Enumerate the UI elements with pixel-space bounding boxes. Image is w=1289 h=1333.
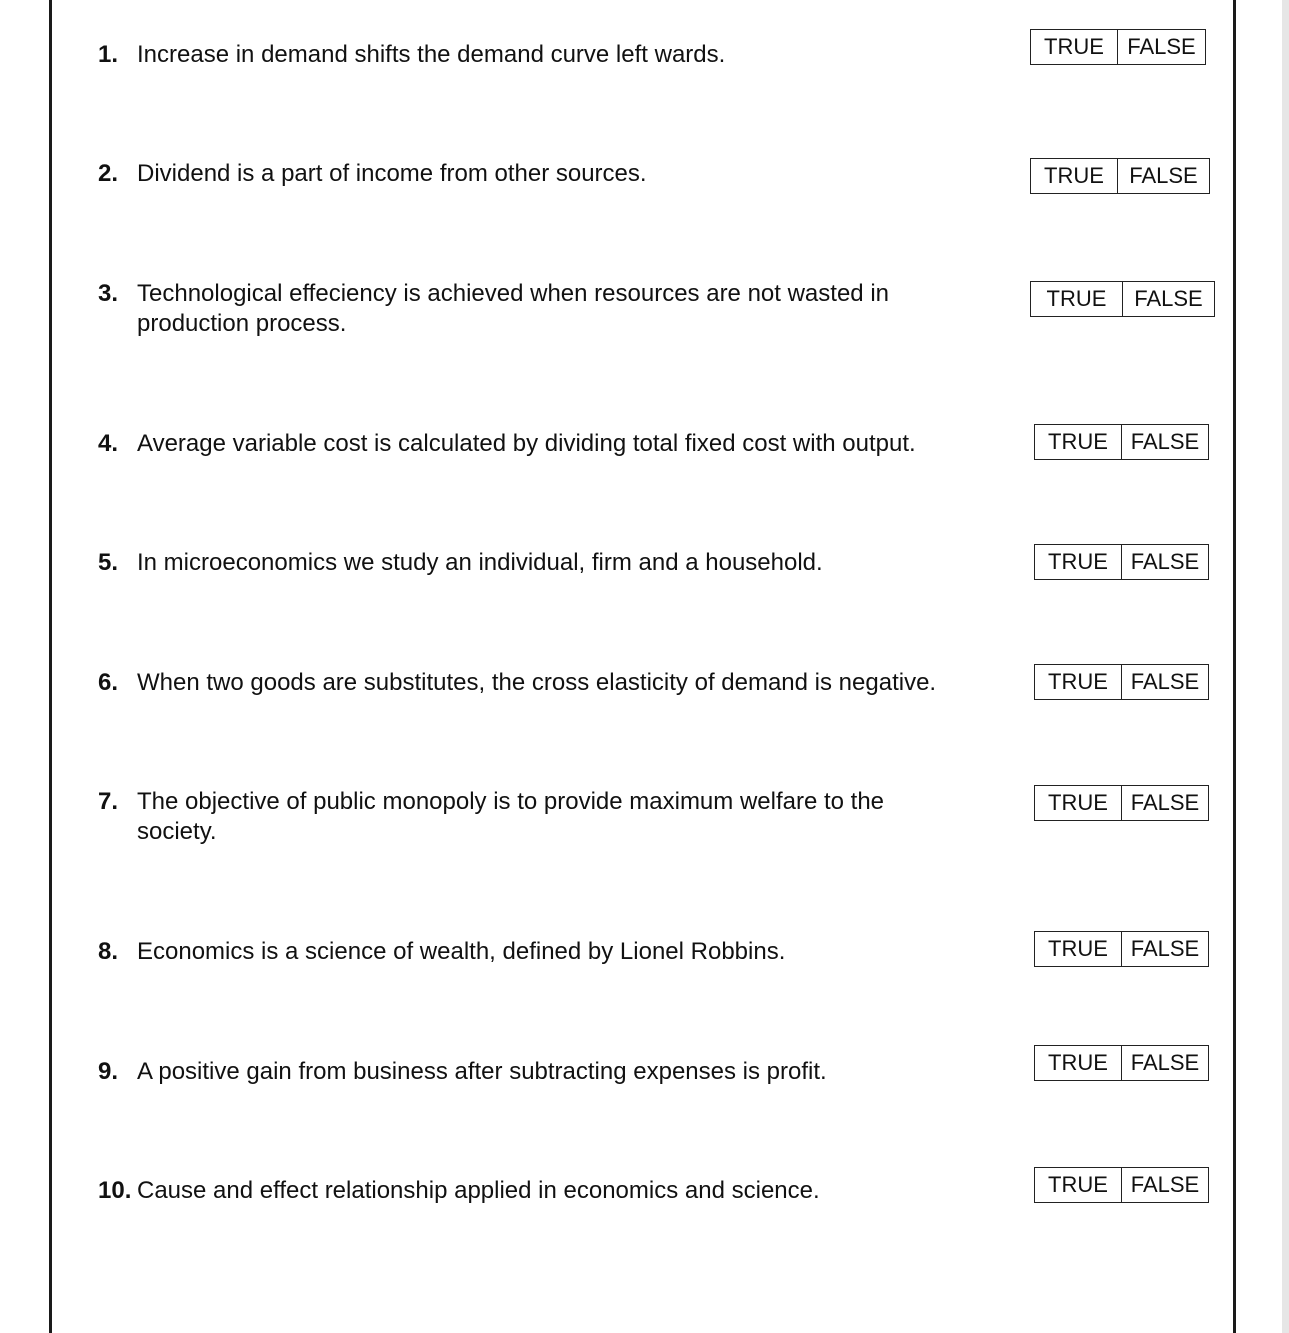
question-text: When two goods are substitutes, the cross elasticity of demand is negative. — [137, 669, 937, 696]
false-option[interactable]: FALSE — [1129, 163, 1198, 188]
question-9 — [98, 1057, 1018, 1087]
page-edge — [1282, 0, 1289, 1333]
true-option[interactable]: TRUE — [1035, 665, 1122, 699]
true-false-box-6 — [1034, 664, 1209, 700]
false-option[interactable]: FALSE — [1127, 34, 1196, 59]
false-option[interactable]: FALSE — [1130, 429, 1200, 454]
question-number: 1. — [98, 41, 119, 68]
question-number: 7. — [98, 788, 119, 815]
question-2 — [98, 159, 1018, 189]
question-number: 4. — [98, 430, 119, 457]
question-text: Increase in demand shifts the demand curve left wards. — [137, 41, 726, 68]
true-false-box-7 — [1034, 785, 1209, 821]
false-option[interactable]: FALSE — [1134, 286, 1203, 311]
question-5 — [98, 548, 1018, 578]
question-text: Cause and effect relationship applied in economics and science. — [137, 1177, 820, 1204]
true-option[interactable]: TRUE — [1035, 425, 1122, 459]
question-number: 8. — [98, 938, 119, 965]
true-false-box-9 — [1034, 1045, 1209, 1081]
question-6 — [98, 668, 1028, 698]
question-number: 5. — [98, 549, 119, 576]
question-10 — [98, 1176, 1018, 1206]
false-option[interactable]: FALSE — [1130, 1050, 1200, 1075]
question-number: 9. — [98, 1058, 119, 1085]
false-option[interactable]: FALSE — [1130, 1172, 1200, 1197]
true-option[interactable]: TRUE — [1035, 545, 1122, 579]
question-7 — [98, 787, 1018, 847]
true-option[interactable]: TRUE — [1031, 282, 1123, 316]
true-false-box-3 — [1030, 281, 1215, 317]
question-number: 6. — [98, 669, 119, 696]
question-text: Economics is a science of wealth, defined by Lionel Robbins. — [137, 938, 786, 965]
question-text: In microeconomics we study an individual, firm and a household. — [137, 549, 823, 576]
question-1 — [98, 40, 1018, 70]
false-option[interactable]: FALSE — [1130, 790, 1200, 815]
page-border-right — [1233, 0, 1236, 1333]
page-border-left — [49, 0, 52, 1333]
true-option[interactable]: TRUE — [1035, 1168, 1122, 1202]
question-number: 10. — [98, 1177, 132, 1204]
true-false-box-2 — [1030, 158, 1210, 194]
question-number: 2. — [98, 160, 119, 187]
true-false-box-4 — [1034, 424, 1209, 460]
true-option[interactable]: TRUE — [1035, 786, 1122, 820]
true-option[interactable]: TRUE — [1031, 159, 1118, 193]
question-text: Dividend is a part of income from other sources. — [137, 160, 647, 187]
question-4 — [98, 429, 1018, 459]
false-option[interactable]: FALSE — [1130, 669, 1200, 694]
true-option[interactable]: TRUE — [1031, 30, 1118, 64]
question-text: The objective of public monopoly is to provide maximum welfare to the society. — [137, 788, 885, 845]
true-false-box-5 — [1034, 544, 1209, 580]
question-text: A positive gain from business after subtracting expenses is profit. — [137, 1058, 827, 1085]
false-option[interactable]: FALSE — [1130, 549, 1200, 574]
question-text: Technological effeciency is achieved when resources are not wasted in production process. — [137, 280, 889, 337]
question-number: 3. — [98, 280, 119, 307]
true-false-box-1 — [1030, 29, 1206, 65]
true-false-box-8 — [1034, 931, 1209, 967]
true-false-box-10 — [1034, 1167, 1209, 1203]
question-text: Average variable cost is calculated by dividing total fixed cost with output. — [137, 430, 916, 457]
question-8 — [98, 937, 1018, 967]
false-option[interactable]: FALSE — [1130, 936, 1200, 961]
true-option[interactable]: TRUE — [1035, 932, 1122, 966]
question-3 — [98, 279, 1018, 339]
true-option[interactable]: TRUE — [1035, 1046, 1122, 1080]
